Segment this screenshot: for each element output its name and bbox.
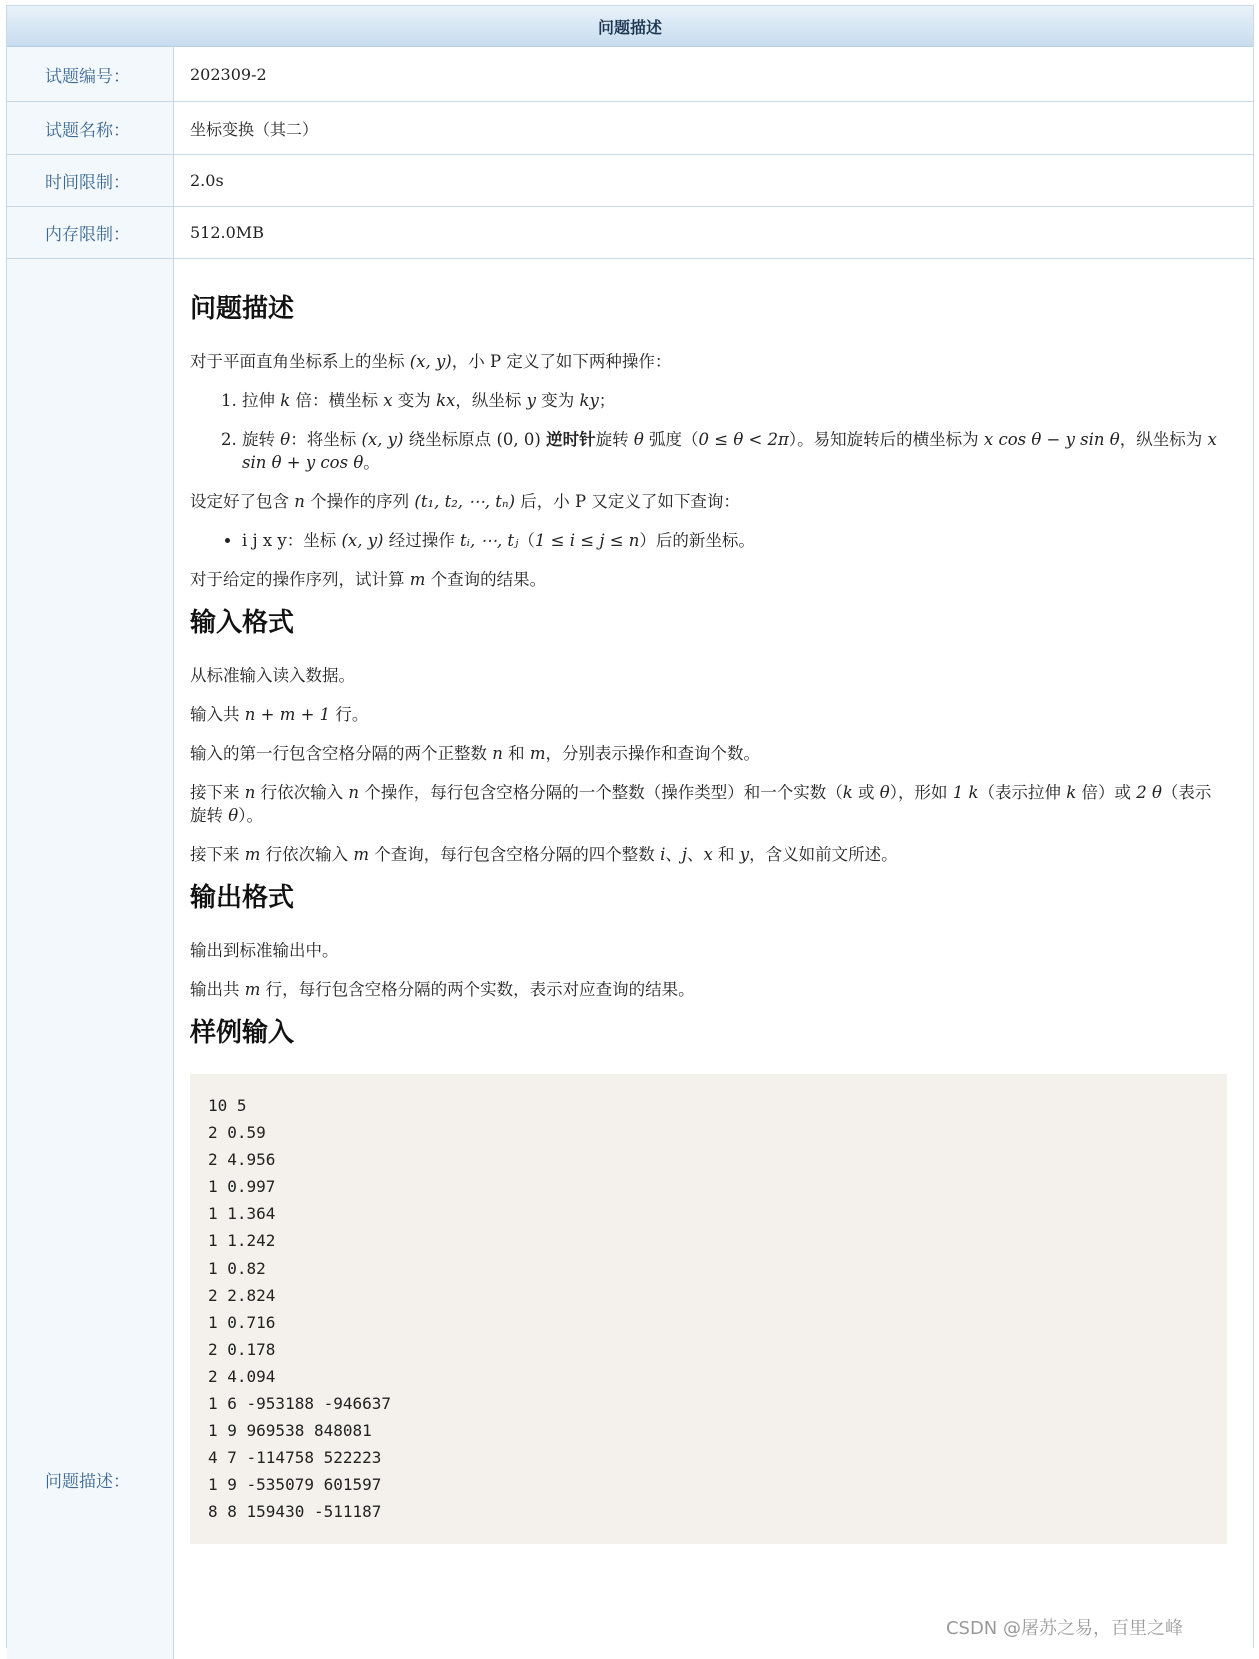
row-time-limit [7, 155, 1253, 207]
input-line-2: 输入共 n + m + 1 行。 [190, 703, 1227, 726]
row-description [7, 259, 1253, 1659]
heading-input-format: 输入格式 [190, 607, 1227, 639]
table-header-title: 问题描述 [598, 15, 662, 38]
csdn-watermark: CSDN @屠苏之易，百里之峰 [946, 1614, 1183, 1640]
query-list [214, 529, 1227, 552]
problem-table [6, 5, 1254, 1648]
description-label: 问题描述： [7, 259, 174, 1659]
time-limit-label: 时间限制： [7, 155, 174, 206]
operation-list [214, 389, 1227, 474]
input-line-3: 输入的第一行包含空格分隔的两个正整数 n 和 m，分别表示操作和查询个数。 [190, 742, 1227, 765]
problem-name-value: 坐标变换（其二） [174, 102, 1253, 154]
intro-paragraph: 对于平面直角坐标系上的坐标 (x, y)，小 P 定义了如下两种操作： [190, 350, 1227, 373]
input-line-5: 接下来 m 行依次输入 m 个查询，每行包含空格分隔的四个整数 i、j、x 和 y，含义如前文所述。 [190, 843, 1227, 866]
sample-input-code: 10 5 2 0.59 2 4.956 1 0.997 1 1.364 1 1.242 1 0.82 2 2.824 1 0.716 2 0.178 2 4.094 1 6 -953188 -946637 1 9 969538 848081 4 7 -114758 522223 1 9 -535079 601597 8 8 159430 -511187 [190, 1074, 1227, 1544]
query-item: • i j x y：坐标 (x, y) 经过操作 tᵢ, ⋯, tⱼ（1 ≤ i ≤ j ≤ n）后的新坐标。 [242, 529, 1227, 552]
problem-id-label: 试题编号： [7, 47, 174, 101]
operation-rotate: 2. 旋转 θ：将坐标 (x, y) 绕坐标原点 (0, 0) 逆时针旋转 θ 弧度（0 ≤ θ < 2π）。易知旋转后的横坐标为 x cos θ − y sin θ，纵坐标为 x sin θ + y cos θ。 [242, 428, 1227, 474]
input-line-4: 接下来 n 行依次输入 n 个操作，每行包含空格分隔的一个整数（操作类型）和一个实数（k 或 θ），形如 1 k（表示拉伸 k 倍）或 2 θ（表示旋转 θ）。 [190, 781, 1227, 827]
heading-output-format: 输出格式 [190, 882, 1227, 914]
output-line-1: 输出到标准输出中。 [190, 939, 1227, 962]
compute-paragraph: 对于给定的操作序列，试计算 m 个查询的结果。 [190, 568, 1227, 591]
row-problem-name [7, 102, 1253, 155]
problem-name-label: 试题名称： [7, 102, 174, 154]
input-line-1: 从标准输入读入数据。 [190, 664, 1227, 687]
row-problem-id [7, 47, 1253, 102]
row-memory-limit [7, 207, 1253, 259]
memory-limit-label: 内存限制： [7, 207, 174, 258]
sequence-paragraph: 设定好了包含 n 个操作的序列 (t₁, t₂, ⋯, tₙ) 后，小 P 又定义了如下查询： [190, 490, 1227, 513]
description-content [174, 259, 1253, 1659]
operation-stretch: 1. 拉伸 k 倍：横坐标 x 变为 kx，纵坐标 y 变为 ky； [242, 389, 1227, 412]
heading-problem-description: 问题描述 [190, 293, 1227, 325]
table-header [7, 6, 1253, 47]
output-line-2: 输出共 m 行，每行包含空格分隔的两个实数，表示对应查询的结果。 [190, 978, 1227, 1001]
time-limit-value: 2.0s [174, 155, 1253, 206]
problem-id-value: 202309-2 [174, 47, 1253, 101]
heading-sample-input: 样例输入 [190, 1017, 1227, 1049]
memory-limit-value: 512.0MB [174, 207, 1253, 258]
